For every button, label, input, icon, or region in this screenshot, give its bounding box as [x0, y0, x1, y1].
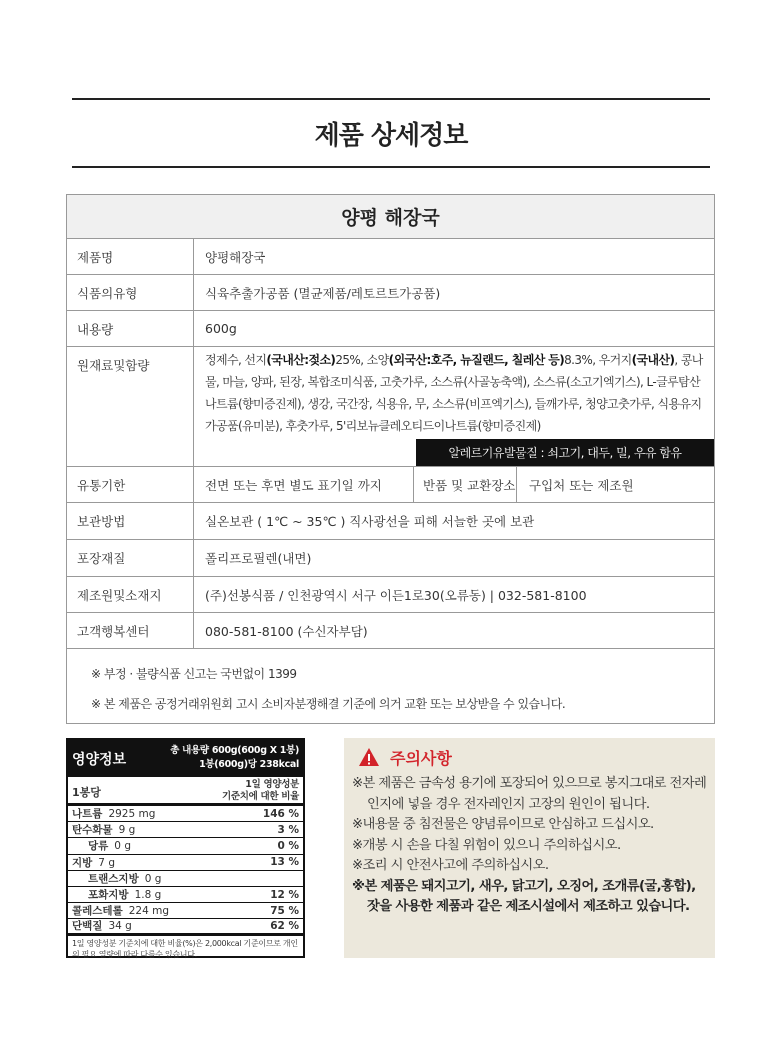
spec-value: 전면 또는 후면 별도 표기일 까지 — [194, 467, 414, 502]
nutrient-amount: 2925 mg — [108, 808, 156, 821]
nutrient-name: 당류 — [88, 840, 109, 853]
spec-value: 600g — [205, 321, 237, 336]
product-title: 양평 해장국 — [67, 195, 714, 239]
nutrient-amount: 0 g — [144, 872, 162, 885]
ingredients-value — [194, 347, 714, 466]
nutrition-total: 총 내용량 600g(600g X 1봉) 1봉(600g)당 238kcal — [170, 745, 299, 770]
nutrition-footnote: 1일 영양성분 기준치에 대한 비율(%)은 2,000kcal 기준이므로 개인의 필요 열량에 따라 다를수 있습니다. — [72, 938, 298, 959]
caution-item: ※개봉 시 손을 다칠 위험이 있으니 주의하십시오. — [352, 837, 621, 853]
spec-label: 보관방법 — [67, 503, 194, 539]
nutrient-name: 콜레스테롤 — [72, 905, 123, 918]
spec-value: 양평해장국 — [205, 249, 266, 265]
nutrition-serving — [68, 777, 303, 806]
caution-item: ※본 제품은 돼지고기, 새우, 닭고기, 오징어, 조개류(굴,홍합), 잣을 사용한 제품과 같은 제조시설에서 제조하고 있습니다. — [352, 878, 696, 914]
caution-title-text: 주의사항 — [390, 748, 452, 768]
expiry-cells — [194, 467, 714, 502]
ingredients-text: 정제수, 선지(국내산:젖소)25%, 소양(외국산:호주, 뉴질랜드, 칠레산 등)8.3%, 우거지(국내산), 콩나물, 마늘, 양파, 된장, 복합조미식품, 고춧가루, 소스류(사골농축액), 소스류(소고기엑기스), L-글루탐산나트륨(향미증진제), 생강, 국간장, 식용유, 무, 소스류(비프엑기스), 들깨가루, 청양고춧가루, 식용유지가공품(유미분), 후춧가루, 5'리보뉴클레오티드이나트륨(향미증진제) — [205, 353, 703, 433]
spec-row-type — [67, 275, 714, 311]
nutrient-name: 트랜스지방 — [88, 872, 139, 885]
spec-value: 폴리프로필렌(내면) — [205, 551, 312, 566]
nutrient-amount: 1.8 g — [134, 889, 162, 902]
spec-row-customer-service — [67, 613, 714, 649]
nutrition-row — [68, 871, 303, 887]
nutrition-row — [68, 887, 303, 903]
nutrient-name: 탄수화물 — [72, 824, 113, 837]
nutrient-name: 지방 — [72, 856, 93, 869]
spec-value: 080-581-8100 (수신자부담) — [205, 623, 368, 639]
nutrient-percent: 146 % — [262, 807, 299, 820]
nutrient-percent: 12 % — [270, 888, 299, 901]
spec-row-maker — [67, 577, 714, 613]
nutrition-row — [68, 855, 303, 871]
warning-triangle-icon — [358, 747, 380, 767]
spec-label: 원재료및함량 — [67, 347, 194, 466]
spec-label: 식품의유형 — [67, 275, 194, 310]
nutrient-name: 단백질 — [72, 920, 103, 933]
spec-row-name — [67, 239, 714, 275]
spec-value: (주)선봉식품 / 인천광역시 서구 이든1로30(오류동) | 032-581-8100 — [205, 587, 587, 603]
nutrient-percent: 75 % — [270, 904, 299, 917]
nutrient-percent: 62 % — [270, 919, 299, 932]
nutrient-name: 포화지방 — [88, 889, 129, 902]
spec-row-storage — [67, 503, 714, 540]
nutrient-percent: 13 % — [270, 856, 299, 869]
nutrition-facts — [66, 738, 305, 958]
nutrient-amount: 224 mg — [128, 905, 169, 918]
nutrient-percent: 3 % — [277, 823, 299, 836]
caution-box — [344, 738, 715, 958]
nutrition-rows — [68, 806, 303, 936]
spec-label: 제조원및소재지 — [67, 577, 194, 612]
nutrient-name: 나트륨 — [72, 808, 103, 821]
caution-list — [352, 774, 707, 918]
nutrient-percent: 0 % — [277, 839, 299, 852]
nutrient-amount: 34 g — [108, 920, 132, 933]
spec-row-volume — [67, 311, 714, 347]
caution-item: ※본 제품은 금속성 용기에 포장되어 있으므로 봉지그대로 전자레인지에 넣을 경우 전자레인지 고장의 원인이 됩니다. — [352, 776, 707, 812]
caution-item: ※조리 시 안전사고에 주의하십시오. — [352, 858, 549, 873]
serving-label: 1봉당 — [72, 786, 101, 799]
product-spec-table — [66, 194, 715, 724]
spec-value: 실온보관 ( 1℃ ~ 35℃ ) 직사광선을 피해 서늘한 곳에 보관 — [205, 514, 535, 529]
page-header — [72, 98, 710, 168]
nutrition-row — [68, 822, 303, 838]
return-value: 구입처 또는 제조원 — [529, 477, 634, 493]
nutrition-row — [68, 806, 303, 822]
nutrition-title: 영양정보 — [72, 751, 127, 768]
spec-label: 유통기한 — [67, 467, 194, 502]
nutrient-amount: 0 g — [114, 840, 131, 853]
spec-label: 포장재질 — [67, 540, 194, 576]
spec-label: 내용량 — [67, 311, 194, 346]
return-label: 반품 및 교환장소 — [414, 467, 517, 502]
nutrition-header — [68, 740, 303, 777]
spec-value: 식육추출가공품 (멸균제품/레토르트가공품) — [205, 285, 441, 301]
spec-label: 고객행복센터 — [67, 613, 194, 648]
allergy-badge: 알레르기유발물질 : 쇠고기, 대두, 밀, 우유 함유 — [416, 439, 714, 466]
nutrition-row — [68, 903, 303, 919]
note-line: ※ 부정 · 불량식품 신고는 국번없이 1399 — [91, 667, 297, 681]
nutrition-row — [68, 838, 303, 854]
page-title: 제품 상세정보 — [314, 120, 468, 151]
nutrient-amount: 7 g — [98, 856, 115, 869]
dv-header: 1일 영양성분 기준치에 대한 비율 — [221, 779, 299, 802]
spec-label: 제품명 — [67, 239, 194, 274]
spec-row-ingredients — [67, 347, 714, 467]
nutrient-amount: 9 g — [118, 824, 136, 837]
spec-row-packaging — [67, 540, 714, 577]
notes — [67, 649, 714, 719]
note-line: ※ 본 제품은 공정거래위원회 고시 소비자분쟁해결 기준에 의거 교환 또는 보상받을 수 있습니다. — [91, 697, 566, 711]
spec-row-expiry — [67, 467, 714, 503]
caution-item: ※내용물 중 침전물은 양념류이므로 안심하고 드십시오. — [352, 817, 654, 832]
nutrition-row — [68, 919, 303, 935]
caution-title — [358, 744, 707, 770]
